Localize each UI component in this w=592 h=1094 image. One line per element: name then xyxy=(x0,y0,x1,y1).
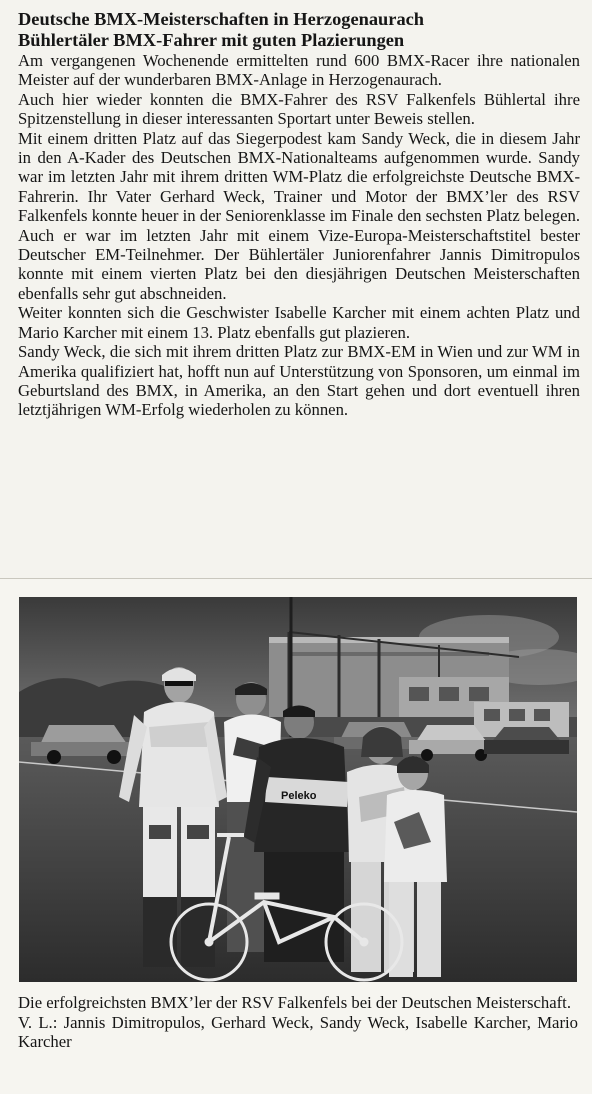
caption-names: V. L.: Jannis Dimitropulos, Gerhard Weck, Sandy Weck, Isabelle Karcher, Mario Karcher xyxy=(18,1012,578,1052)
article-paragraph: Weiter konnten sich die Geschwister Isabelle Karcher mit einem achten Platz und Mario Karcher mit einem 13. Platz ebenfalls gut plazieren. xyxy=(18,303,580,342)
article-paragraph: Sandy Weck, die sich mit ihrem dritten Platz zur BMX-EM in Wien und zur WM in Amerika qualifiziert hat, hofft nun auf Unterstützung von Sponsoren, um einmal im Geburtsland des BMX, in Amerika, an den Start gehen und dort eventuell ihren letztjährigen WM-Erfolg wiederholen zu können. xyxy=(18,342,580,420)
team-photo xyxy=(19,597,577,982)
article-body xyxy=(18,51,580,420)
article-paragraph: Mit einem dritten Platz auf das Siegerpodest kam Sandy Weck, die in diesem Jahr in den A-Kader des Deutschen BMX-Nationalteams aufgenommen wurde. Sandy war im letzten Jahr mit ihrem dritten WM-Platz die erfolgreichste Deutsche BMX-Fahrerin. Ihr Vater Gerhard Weck, Trainer und Motor der BMX’ler des RSV Falkenfels konnte heuer in der Seniorenklasse im Finale den sechsten Platz belegen. Auch er war im letzten Jahr mit einem Vize-Europa-Meisterschaftstitel bester Deutscher EM-Teilnehmer. Der Bühlertäler Juniorenfahrer Jannis Dimitropulos konnte mit einem vierten Platz bei den diesjährigen Deutschen Meisterschaften ebenfalls sehr gut abschneiden. xyxy=(18,128,580,303)
jersey-text: Peleko xyxy=(281,790,317,802)
team-photo-illustration xyxy=(19,597,577,982)
article xyxy=(18,9,580,420)
article-paragraph: Auch hier wieder konnten die BMX-Fahrer des RSV Falkenfels Bühlertal ihre Spitzenstellung in dieser interessanten Sportart unter Beweis stellen. xyxy=(18,89,580,129)
headline-main: Deutsche BMX-Meisterschaften in Herzogenaurach xyxy=(18,9,425,29)
photo-caption xyxy=(18,993,578,1052)
caption-line: Die erfolgreichsten BMX’ler der RSV Falkenfels bei der Deutschen Meisterschaft. xyxy=(18,993,571,1012)
headline-sub: Bühlertäler BMX-Fahrer mit guten Plazierungen xyxy=(18,30,405,50)
article-paragraph: Am vergangenen Wochenende ermittelten rund 600 BMX-Racer ihre nationalen Meister auf der wunderbaren BMX-Anlage in Herzogenaurach. xyxy=(18,51,580,90)
